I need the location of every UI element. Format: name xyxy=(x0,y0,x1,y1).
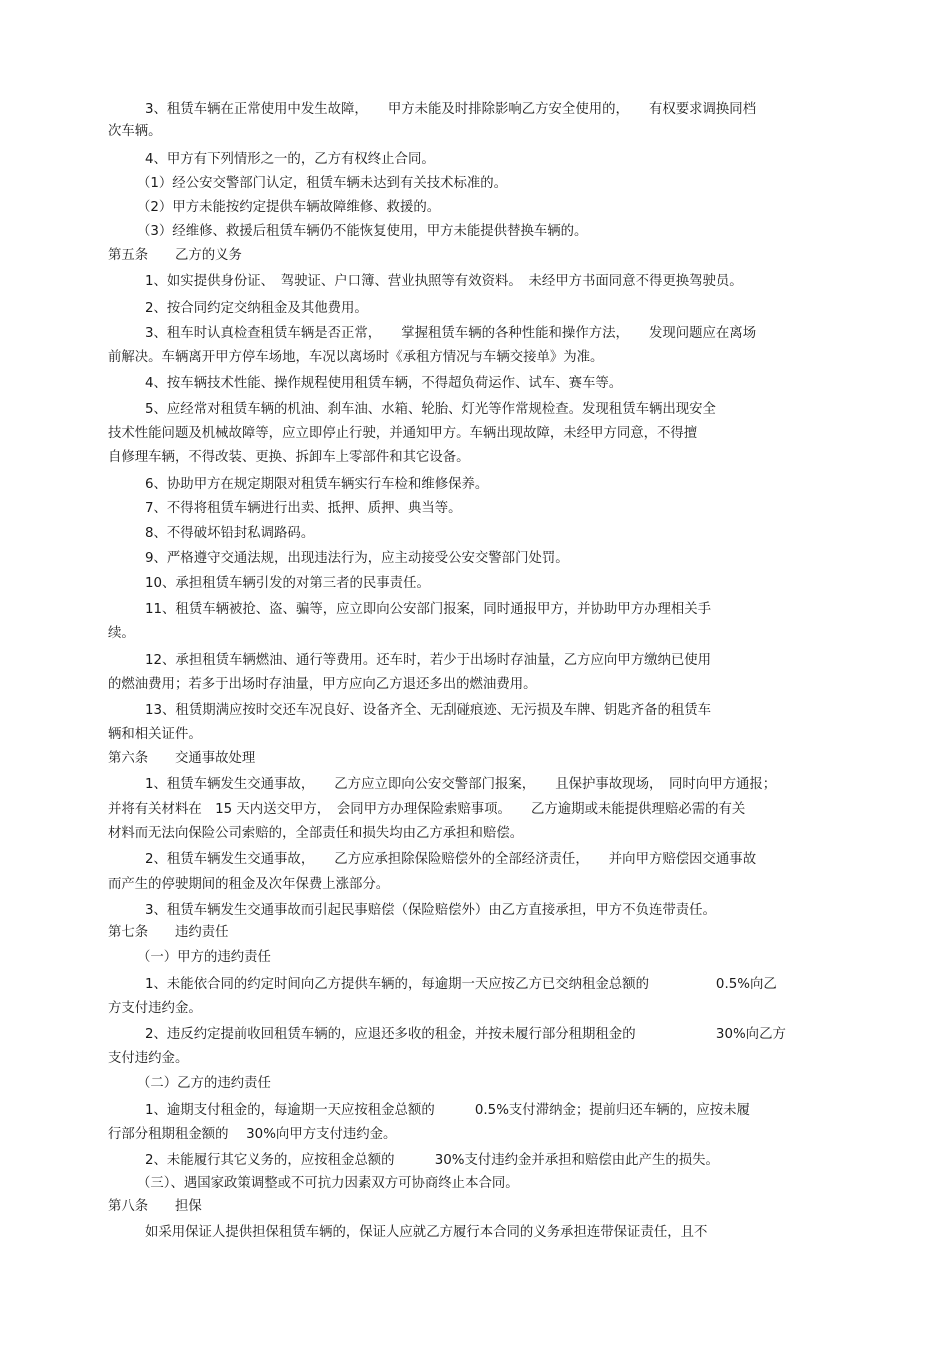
paragraph-line: 的燃油费用；若多于出场时存油量，甲方应向乙方退还多出的燃油费用。 xyxy=(108,677,537,692)
paragraph-line: 行部分租期租金额的 30%向甲方支付违约金。 xyxy=(108,1127,397,1142)
paragraph-line: 如采用保证人提供担保租赁车辆的，保证人应就乙方履行本合同的义务承担连带保证责任，且不 xyxy=(145,1225,708,1240)
paragraph-line: 9、严格遵守交通法规，出现违法行为，应主动接受公安交警部门处罚。 xyxy=(145,551,569,566)
paragraph-line: 续。 xyxy=(108,626,135,641)
paragraph-line: 2、违反约定提前收回租赁车辆的，应退还多收的租金，并按未履行部分租期租金的 30%向乙方 xyxy=(145,1027,786,1042)
paragraph-line: 10、承担租赁车辆引发的对第三者的民事责任。 xyxy=(145,576,430,591)
paragraph-line: 6、协助甲方在规定期限对租赁车辆实行车检和维修保养。 xyxy=(145,477,489,492)
paragraph-line: 技术性能问题及机械故障等，应立即停止行驶，并通知甲方。车辆出现故障，未经甲方同意，不得擅 xyxy=(108,426,698,441)
paragraph-line: 2、租赁车辆发生交通事故， 乙方应承担除保险赔偿外的全部经济责任， 并向甲方赔偿因交通事故 xyxy=(145,852,757,867)
list-item: （3）经维修、救援后租赁车辆仍不能恢复使用，甲方未能提供替换车辆的。 xyxy=(137,224,588,239)
paragraph-line: 11、租赁车辆被抢、盗、骗等，应立即向公安部门报案，同时通报甲方，并协助甲方办理相关手 xyxy=(145,602,712,617)
paragraph-line: 7、不得将租赁车辆进行出卖、抵押、质押、典当等。 xyxy=(145,501,462,516)
paragraph-line: 次车辆。 xyxy=(108,124,162,139)
paragraph-line: 而产生的停驶期间的租金及次年保费上涨部分。 xyxy=(108,877,390,892)
paragraph-line: 4、甲方有下列情形之一的，乙方有权终止合同。 xyxy=(145,152,435,167)
paragraph-line: 材料而无法向保险公司索赔的，全部责任和损失均由乙方承担和赔偿。 xyxy=(108,826,524,841)
paragraph-line: 13、租赁期满应按时交还车况良好、设备齐全、无刮碰痕迹、无污损及车牌、钥匙齐备的租赁车 xyxy=(145,703,712,718)
paragraph-line: 1、逾期支付租金的，每逾期一天应按租金总额的 0.5%支付滞纳金；提前归还车辆的，应按未履 xyxy=(145,1103,750,1118)
paragraph-line: 4、按车辆技术性能、操作规程使用租赁车辆，不得超负荷运作、试车、赛车等。 xyxy=(145,376,623,391)
paragraph-line: 8、不得破坏铅封私调路码。 xyxy=(145,526,315,541)
subsection-heading: （三）、遇国家政策调整或不可抗力因素双方可协商终止本合同。 xyxy=(137,1176,519,1191)
list-item: （1）经公安交警部门认定，租赁车辆未达到有关技术标准的。 xyxy=(137,176,508,191)
paragraph-line: 并将有关材料在 15 天内送交甲方， 会同甲方办理保险索赔事项。 乙方逾期或未能提供理赔必需的有关 xyxy=(108,802,746,817)
paragraph-line: 2、未能履行其它义务的，应按租金总额的 30%支付违约金并承担和赔偿由此产生的损失。 xyxy=(145,1153,719,1168)
paragraph-line: 1、未能依合同的约定时间向乙方提供车辆的，每逾期一天应按乙方已交纳租金总额的 0.5%向乙 xyxy=(145,977,777,992)
paragraph-line: 3、租赁车辆在正常使用中发生故障， 甲方未能及时排除影响乙方安全使用的， 有权要求调换同档 xyxy=(145,102,757,117)
section-heading: 第八条 担保 xyxy=(108,1199,202,1214)
paragraph-line: 3、租车时认真检查租赁车辆是否正常， 掌握租赁车辆的各种性能和操作方法， 发现问题应在离场 xyxy=(145,326,757,341)
paragraph-line: 2、按合同约定交纳租金及其他费用。 xyxy=(145,301,368,316)
paragraph-line: 自修理车辆，不得改装、更换、拆卸车上零部件和其它设备。 xyxy=(108,450,470,465)
paragraph-line: 12、承担租赁车辆燃油、通行等费用。还车时，若少于出场时存油量，乙方应向甲方缴纳已使用 xyxy=(145,653,712,668)
paragraph-line: 辆和相关证件。 xyxy=(108,727,202,742)
section-heading: 第五条 乙方的义务 xyxy=(108,248,242,263)
paragraph-line: 1、如实提供身份证、 驾驶证、户口簿、营业执照等有效资料。 未经甲方书面同意不得更换驾驶员。 xyxy=(145,274,743,289)
paragraph-line: 前解决。车辆离开甲方停车场地，车况以离场时《承租方情况与车辆交接单》为准。 xyxy=(108,350,604,365)
subsection-heading: （二）乙方的违约责任 xyxy=(137,1076,271,1091)
subsection-heading: （一）甲方的违约责任 xyxy=(137,950,271,965)
paragraph-line: 支付违约金。 xyxy=(108,1051,189,1066)
paragraph-line: 1、租赁车辆发生交通事故， 乙方应立即向公安交警部门报案， 且保护事故现场， 同时向甲方通报； xyxy=(145,777,777,792)
section-heading: 第七条 违约责任 xyxy=(108,925,229,940)
list-item: （2）甲方未能按约定提供车辆故障维修、救援的。 xyxy=(137,200,441,215)
section-heading: 第六条 交通事故处理 xyxy=(108,751,256,766)
paragraph-line: 3、租赁车辆发生交通事故而引起民事赔偿（保险赔偿外）由乙方直接承担，甲方不负连带责任。 xyxy=(145,903,716,918)
paragraph-line: 5、应经常对租赁车辆的机油、刹车油、水箱、轮胎、灯光等作常规检查。发现租赁车辆出现安全 xyxy=(145,402,716,417)
paragraph-line: 方支付违约金。 xyxy=(108,1001,202,1016)
